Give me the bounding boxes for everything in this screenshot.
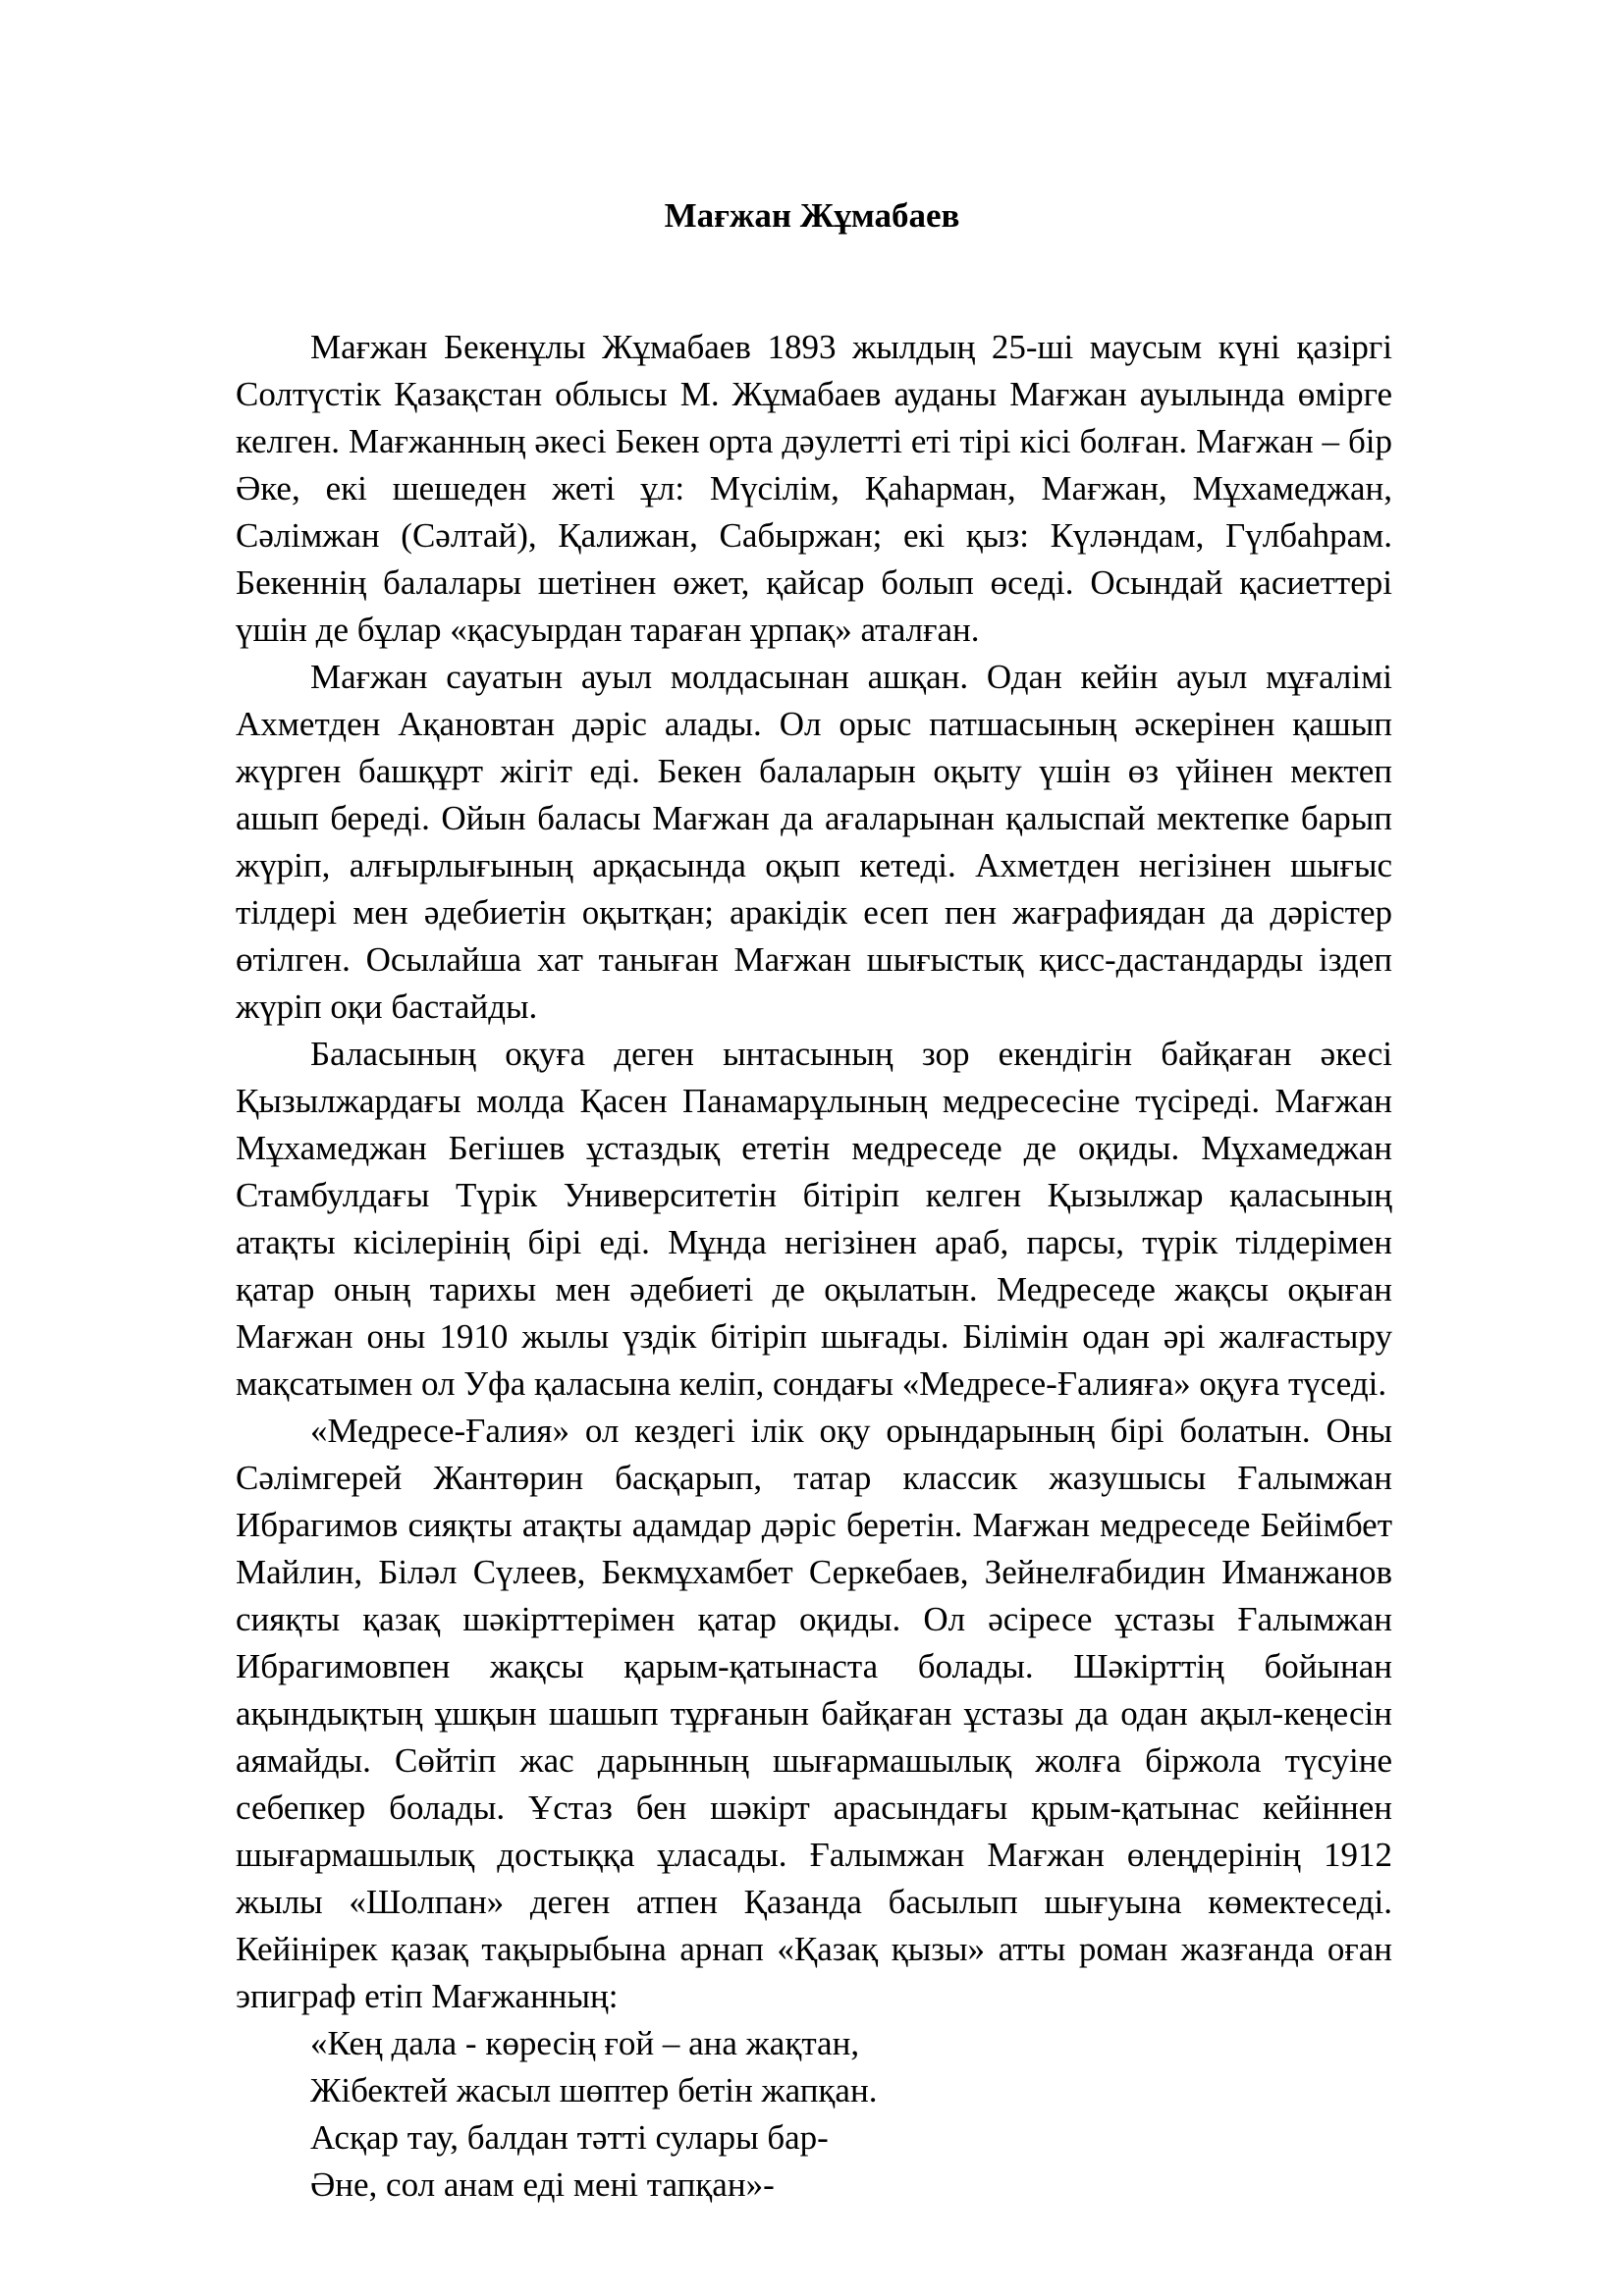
paragraph-madrasa-galiya: «Медресе-Ғалия» ол кездегі ілік оқу орындарының бірі болатын. Оны Сәлімгерей Жантөрин басқарып, татар классик жазушысы Ғалымжан Ибрагимов сияқты атақты адамдар дәріс беретін. Мағжан медреседе Бейімбет Майлин, Біләл Сүлеев, Бекмұхамбет Серкебаев, Зейнелғабидин Иманжанов сияқты қазақ шәкірттерімен қатар оқиды. Ол әсіресе ұстазы Ғалымжан Ибрагимовпен жақсы қарым-қатынаста болады. Шәкірттің бойынан ақындықтың ұшқын шашып тұрғанын байқаған ұстазы да одан ақыл-кеңесін аямайды. Сөйтіп жас дарынның шығармашылық жолға біржола түсуіне себепкер болады. Ұстаз бен шәкірт арасындағы қрым-қатынас кейіннен шығармашылық достыққа ұласады. Ғалымжан Мағжан өлеңдерінің 1912 жылы «Шолпан» деген атпен Қазанда басылып шығуына көмектеседі. Кейінірек қазақ тақырыбына арнап «Қазақ қызы» атты роман жазғанда оған эпиграф етіп Мағжанның: [236, 1412, 1392, 2015]
document-body [236, 324, 1392, 2209]
paragraph-birth-family: Мағжан Бекенұлы Жұмабаев 1893 жылдың 25-ші маусым күні қазіргі Солтүстік Қазақстан облысы М. Жұмабаев ауданы Мағжан ауылында өмірге келген. Мағжанның әкесі Бекен орта дәулетті еті тірі кісі болған. Мағжан – бір Әке, екі шешеден жеті ұл: Мүсілім, Қаһарман, Мағжан, Мұхамеджан, Сәлімжан (Сәлтай), Қалижан, Сабыржан; екі қыз: Күләндам, Гүлбаһрам. Бекеннің балалары шетінен өжет, қайсар болып өседі. Осындай қасиеттері үшін де бұлар «қасуырдан тараған ұрпақ» аталған. [236, 328, 1392, 649]
paragraph-early-education: Мағжан сауатын ауыл молдасынан ашқан. Одан кейін ауыл мұғалімі Ахметден Ақановтан дәріс алады. Ол орыс патшасының әскерінен қашып жүрген башқұрт жігіт еді. Бекен балаларын оқыту үшін өз үйінен мектеп ашып береді. Ойын баласы Мағжан да ағаларынан қалыспай мектепке барып жүріп, алғырлығының арқасында оқып кетеді. Ахметден негізінен шығыс тілдері мен әдебиетін оқытқан; аракідік есеп пен жағрафиядан да дәрістер өтілген. Осылайша хат таныған Мағжан шығыстық қисс-дастандарды іздеп жүріп оқи бастайды. [236, 658, 1392, 1026]
poem-line: Асқар тау, балдан тәтті сулары бар- [310, 2118, 829, 2157]
poem-line: «Кең дала - көресің ғой – ана жақтан, [310, 2024, 860, 2062]
document-title: Мағжан Жұмабаев [664, 196, 960, 235]
poem-line: Жібектей жасыл шөптер бетін жапқан. [310, 2071, 878, 2109]
poem-epigraph [236, 2020, 1392, 2209]
paragraph-madrasa-kyzylzhar: Баласының оқуға деген ынтасының зор екендігін байқаған әкесі Қызылжардағы молда Қасен Панамарұлының медресесіне түсіреді. Мағжан Мұхамеджан Бегішев ұстаздық ететін медреседе де оқиды. Мұхамеджан Стамбулдағы Түрік Университетін бітіріп келген Қызылжар қаласының атақты кісілерінің бірі еді. Мұнда негізінен араб, парсы, түрік тілдерімен қатар оның тарихы мен әдебиеті де оқылатын. Медреседе жақсы оқыған Мағжан оны 1910 жылы үздік бітіріп шығады. Білімін одан әрі жалғастыру мақсатымен ол Уфа қаласына келіп, сондағы «Медресе-Ғалияға» оқуға түседі. [236, 1035, 1392, 1403]
poem-line: Әне, сол анам еді мені тапқан»- [310, 2165, 775, 2204]
